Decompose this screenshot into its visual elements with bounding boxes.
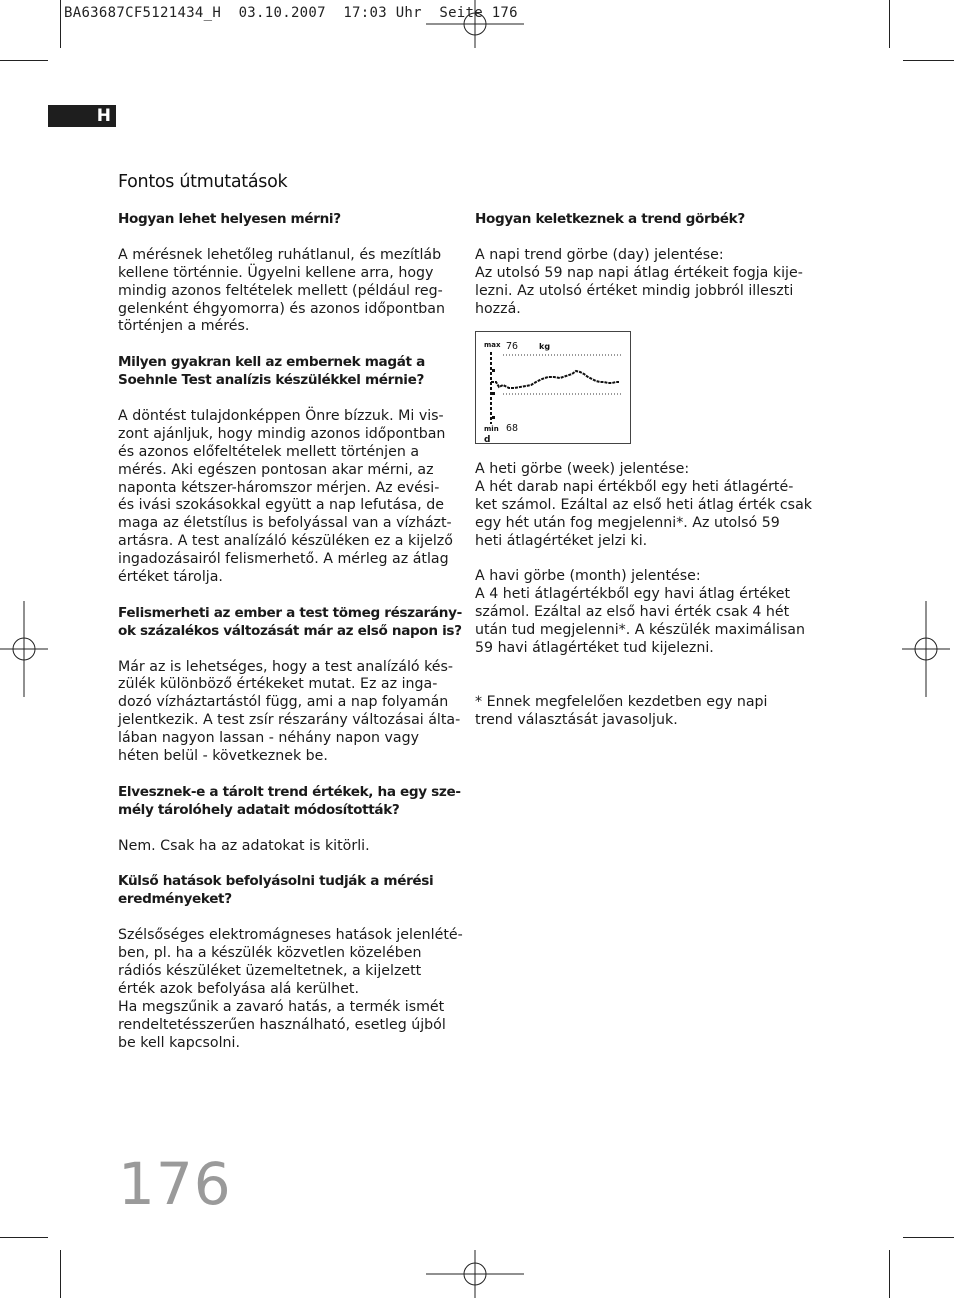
body-text-line: lában nagyon lassan - néhány napon vagy (118, 730, 420, 747)
body-text-line: heti átlagértéket jelzi ki. (475, 532, 648, 549)
body-text-line: zont ajánljuk, hogy mindig azonos időpontban (118, 425, 446, 442)
registration-mark-right (902, 601, 950, 697)
display-min-value: 68 (506, 423, 519, 434)
paragraph-gap (118, 390, 453, 408)
paragraph-gap (118, 641, 453, 659)
crop-mark (60, 1250, 61, 1298)
crop-mark (0, 1237, 48, 1238)
right-column-bottom (475, 461, 815, 730)
language-tab (48, 105, 116, 127)
display-min-label: min (484, 425, 499, 433)
body-text-line: rendeltetésszerűen használható, esetleg újból (118, 1016, 446, 1033)
body-text-line: számol. Ezáltal az első havi érték csak 4 hét (475, 604, 790, 621)
registration-mark-left (0, 601, 48, 697)
body-text-line: A hét darab napi értékből egy heti átlagérté- (475, 478, 794, 495)
body-text-line: értéket tárolja. (118, 569, 223, 586)
right-column-top (475, 211, 815, 318)
body-text-line: mérés. Aki egészen pontosan akar mérni, az (118, 461, 434, 478)
display-mode-label: d (484, 435, 491, 445)
language-tab-label: H (96, 106, 111, 126)
trend-display-graphic (476, 332, 632, 445)
crop-mark (0, 60, 48, 61)
body-text-line: Nem. Csak ha az adatokat is kitörli. (118, 837, 370, 854)
paragraph-gap (118, 587, 453, 605)
paragraph-gap (118, 336, 453, 354)
paragraph-gap (475, 658, 815, 676)
paragraph-gap (475, 676, 815, 694)
body-text-line: A heti görbe (week) jelentése: (475, 461, 690, 477)
body-text-line: * Ennek megfelelően kezdetben egy napi (475, 693, 768, 710)
body-text-line: történjen a mérés. (118, 318, 250, 335)
body-text-line: artásra. A test analízáló készüléken ez a kijelző (118, 533, 453, 550)
body-text-line: Az utolsó 59 nap napi átlag értékeit fogja kije- (475, 264, 803, 281)
body-text-line: Ha megszűnik a zavaró hatás, a termék ismét (118, 998, 445, 1015)
crop-mark (60, 0, 61, 48)
body-text-line: érték azok befolyása alá kerülhet. (118, 980, 360, 997)
body-text-line: trend választását javasoljuk. (475, 711, 678, 728)
body-text-line: zülék különböző értékeket mutat. Ez az inga- (118, 676, 438, 693)
paragraph-gap (475, 551, 815, 569)
crop-mark (889, 1250, 890, 1298)
display-trend-curve (491, 371, 619, 388)
question-heading-line: Külső hatások befolyásolni tudják a mérési (118, 873, 434, 890)
question-heading-line: Elvesznek-e a tárolt trend értékek, ha egy sze- (118, 783, 461, 800)
body-text-line: és azonos előfeltételek mellett történjen a (118, 443, 420, 460)
body-text-line: A mérésnek lehetőleg ruhátlanul, és mezítláb (118, 246, 442, 263)
body-text-line: maga az életstílus is befolyással van a vízházt- (118, 515, 452, 532)
crop-mark (889, 0, 890, 48)
body-text-line: A napi trend görbe (day) jelentése: (475, 246, 724, 263)
body-text-line: Már az is lehetséges, hogy a test analízáló kés- (118, 658, 454, 675)
question-heading-line: Milyen gyakran kell az embernek magát a (118, 354, 425, 371)
left-column (118, 211, 463, 1052)
body-text-line: A havi görbe (month) jelentése: (475, 568, 701, 585)
page-number: 176 (118, 1150, 232, 1218)
display-axis-marker (492, 416, 495, 419)
body-text-line: egy hét után fog megjelenni*. Az utolsó 59 (475, 514, 780, 531)
display-unit: kg (539, 342, 551, 351)
body-text-line: kellene történnie. Ügyelni kellene arra, hogy (118, 264, 434, 281)
paragraph-gap (118, 856, 453, 874)
crop-mark (903, 1237, 954, 1238)
registration-mark-bottom (426, 1250, 524, 1298)
body-text-line: ket számol. Ezáltal az első heti átlag érték csak (475, 496, 812, 513)
body-text-line: után tud megjelenni*. A készülék maximálisan (475, 622, 805, 639)
registration-mark-top (426, 0, 524, 48)
paragraph-gap (475, 229, 815, 247)
question-heading-line: ok százalékos változását már az első napon is? (118, 622, 462, 639)
question-heading-line: Felismerheti az ember a test tömeg részarány- (118, 604, 462, 621)
body-text-line: hozzá. (475, 300, 521, 317)
body-text-line: mindig azonos feltételek mellett (például reg- (118, 282, 443, 299)
body-text-line: dozó vízháztartástól függ, ami a nap folyamán (118, 694, 449, 711)
body-text-line: A döntést tulajdonképpen Önre bízzuk. Mi vis- (118, 407, 444, 424)
question-heading-line: mély tárolóhely adatait módosították? (118, 801, 400, 818)
question-heading-line: Hogyan lehet helyesen mérni? (118, 211, 341, 227)
question-heading-line: eredményeket? (118, 891, 232, 908)
body-text-line: jelentkezik. A test zsír részarány változásai álta- (118, 712, 461, 729)
body-text-line: lezni. Az utolsó értéket mindig jobbról illeszti (475, 282, 794, 299)
paragraph-gap (118, 909, 453, 927)
body-text-line: 59 havi átlagértéket tud kijelezni. (475, 640, 714, 657)
trend-display-illustration (475, 331, 631, 444)
display-max-value: 76 (506, 341, 519, 352)
crop-mark (903, 60, 954, 61)
question-heading-line: Hogyan keletkeznek a trend görbék? (475, 211, 745, 227)
body-text-line: naponta kétszer-háromszor mérjen. Az evési- (118, 479, 440, 496)
display-axis-marker (492, 392, 495, 395)
body-text-line: és ivási szokásokkal együtt a nap lefutása, de (118, 497, 445, 514)
print-header: BA63687CF5121434_H 03.10.2007 17:03 Uhr Seite 176 (64, 5, 518, 21)
paragraph-gap (118, 820, 453, 838)
display-axis-marker (492, 369, 495, 372)
body-text-line: héten belül - következnek be. (118, 748, 328, 765)
body-text-line: be kell kapcsolni. (118, 1034, 240, 1051)
paragraph-gap (118, 766, 453, 784)
body-text-line: ingadozásairól felismerhető. A mérleg az átlag (118, 551, 449, 568)
display-max-label: max (484, 341, 501, 349)
body-text-line: gelenként éhgyomorra) és azonos időpontban (118, 300, 445, 317)
body-text-line: rádiós készüléket üzemeltetnek, a kijelzett (118, 962, 422, 979)
paragraph-gap (118, 229, 453, 247)
question-heading-line: Soehnle Test analízis készülékkel mérnie? (118, 372, 425, 389)
body-text-line: Szélsőséges elektromágneses hatások jelenlété- (118, 927, 463, 944)
page-title: Fontos útmutatások (118, 172, 288, 192)
body-text-line: ben, pl. ha a készülék közvetlen közelében (118, 945, 422, 962)
body-text-line: A 4 heti átlagértékből egy havi átlag értéket (475, 586, 791, 603)
